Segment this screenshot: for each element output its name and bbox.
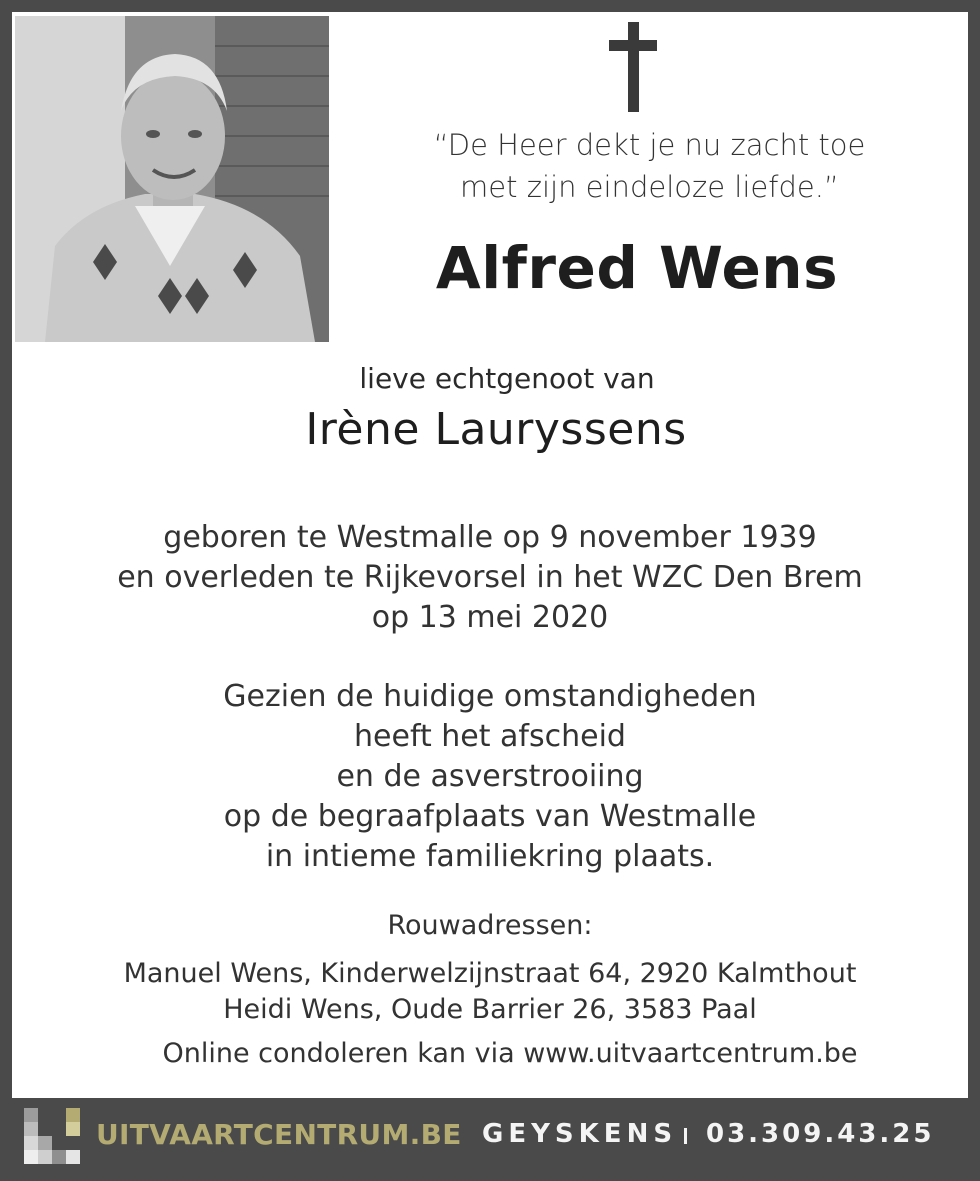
quote [372,124,927,208]
logo-text[interactable]: UITVAARTCENTRUM.BE [96,1118,462,1151]
uitvaartcentrum-logo-icon [24,1108,80,1164]
online-condolence-link[interactable]: Online condoleren kan via www.uitvaartcentrum.be [162,1038,858,1069]
footer-bar [12,1104,968,1168]
mourning-addresses [12,956,968,1028]
spouse-name: Irène Lauryssens [305,404,687,455]
address-line: Heidi Wens, Oude Barrier 26, 3583 Paal [223,994,757,1025]
info-line: op de begraafplaats van Westmalle [223,799,757,834]
info-line: in intieme familiekring plaats. [265,839,715,874]
phone-number: 03.309.43.25 [706,1119,935,1149]
brand-name: GEYSKENS [482,1119,678,1149]
portrait-illustration [15,16,329,342]
info-line: heeft het afscheid [354,719,626,754]
cross-icon [609,22,657,112]
birth-death-dates [12,518,968,638]
address-line: Manuel Wens, Kinderwelzijnstraat 64, 2920 Kalmthout [123,958,857,989]
dates-line: op 13 mei 2020 [371,600,609,635]
addresses-title: Rouwadressen: [387,910,593,941]
info-line: en de asverstrooiing [336,759,644,794]
portrait-photo [15,16,329,342]
dates-line: geboren te Westmalle op 9 november 1939 [163,520,817,555]
quote-line: “De Heer dekt je nu zacht toe [433,128,866,162]
death-notice-card [12,12,968,1098]
spouse-label: lieve echtgenoot van [359,362,655,395]
dates-line: en overleden te Rijkevorsel in het WZC Den Brem [117,560,863,595]
quote-line: met zijn eindeloze liefde.” [460,170,839,204]
farewell-info [12,677,968,877]
deceased-name: Alfred Wens [435,234,839,302]
separator [684,1128,687,1144]
info-line: Gezien de huidige omstandigheden [223,679,757,714]
